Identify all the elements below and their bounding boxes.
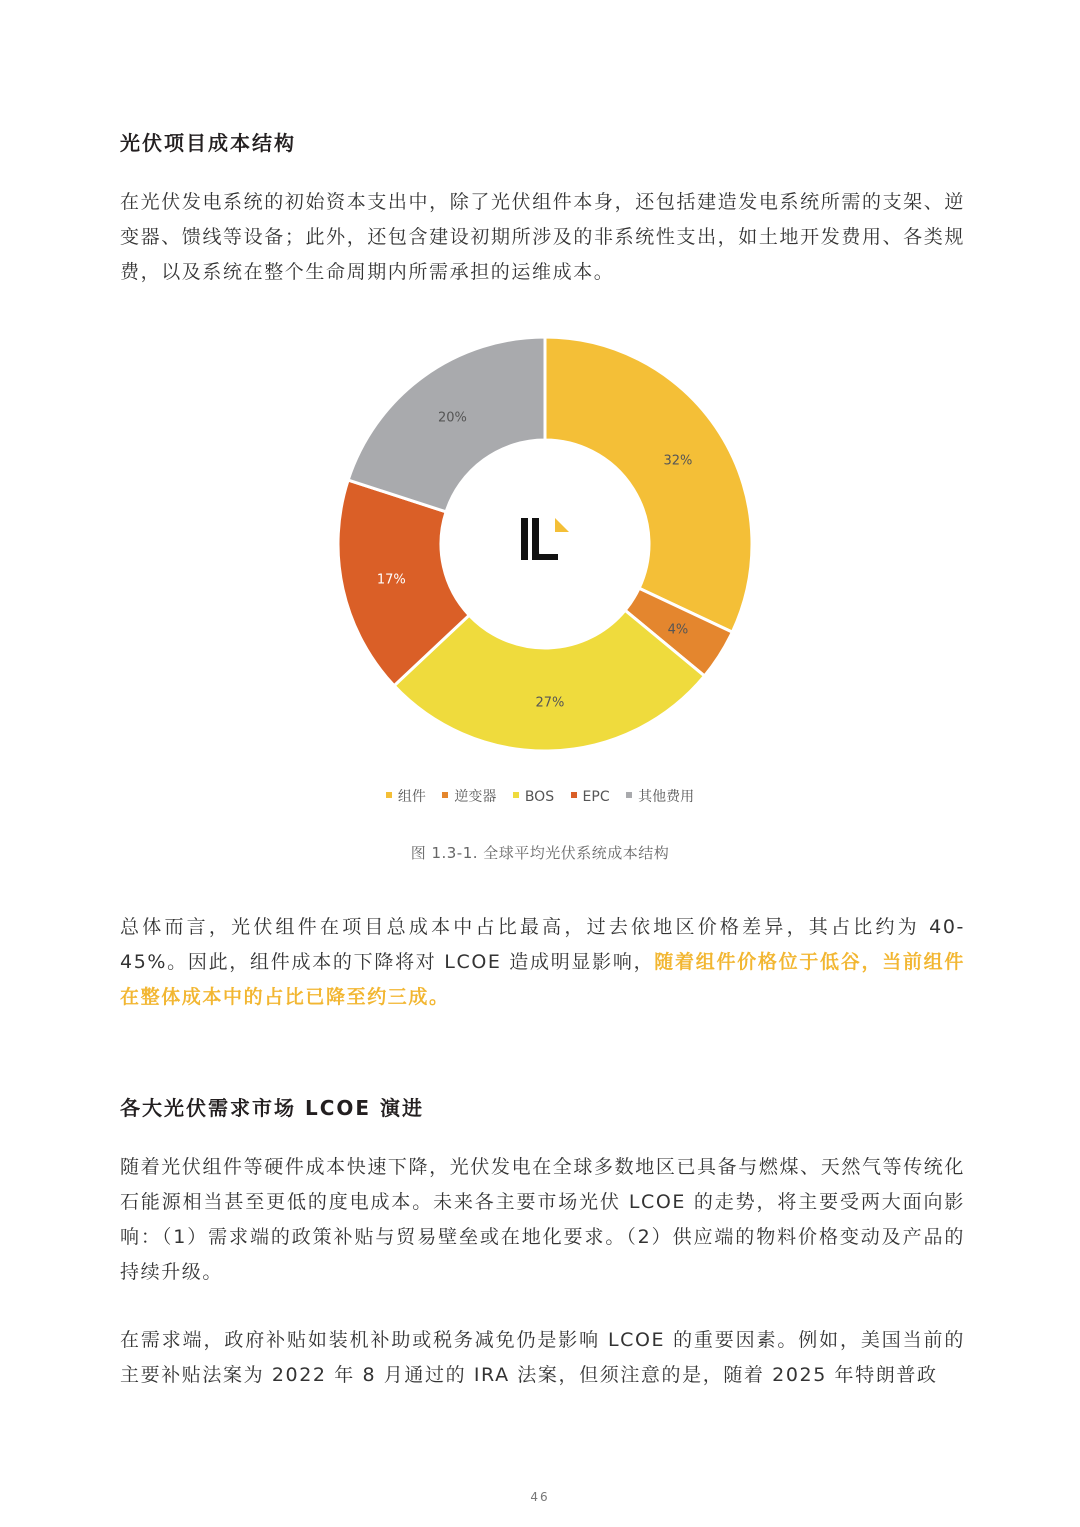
section-heading-lcoe-evolution: 各大光伏需求市场 LCOE 演进 (120, 1096, 425, 1120)
legend-item-other (626, 786, 694, 806)
legend-swatch-icon (626, 792, 632, 798)
legend-item-bos (513, 789, 554, 805)
legend-label: 组件 (397, 789, 426, 805)
legend-item-modules (386, 786, 426, 806)
legend-swatch-icon (513, 792, 519, 798)
slice-value-label: 20% (437, 410, 467, 426)
lcoe-paragraph-1: 随着光伏组件等硬件成本快速下降，光伏发电在全球多数地区已具备与燃煤、天然气等传统化石能源相当甚至更低的度电成本。未来各主要市场光伏 LCOE 的走势，将主要受两大面向影响：（1）需求端的政策补贴与贸易壁垒或在地化要求。（2）供应端的物料价格变动及产品的持续升级。 (120, 1156, 965, 1283)
figure-caption: 图 1.3-1. 全球平均光伏系统成本结构 (410, 844, 670, 862)
cost-structure-donut-chart (330, 330, 760, 760)
slice-value-label: 4% (667, 622, 689, 638)
chart-legend (0, 786, 1080, 806)
page-number: 46 (530, 1490, 550, 1504)
legend-swatch-icon (386, 792, 392, 798)
slice-value-label: 32% (663, 453, 693, 469)
slice-value-label: 17% (376, 572, 406, 588)
legend-label: 逆变器 (454, 789, 497, 805)
legend-label: 其他费用 (638, 789, 695, 805)
legend-swatch-icon (571, 792, 577, 798)
donut-slice-0 (545, 337, 752, 632)
lcoe-paragraph-2: 在需求端，政府补贴如装机补助或税务减免仍是影响 LCOE 的重要因素。例如，美国当前的主要补贴法案为 2022 年 8 月通过的 IRA 法案，但须注意的是，随着 2025 年特朗普政 (120, 1329, 965, 1386)
summary-highlight: 随着组件价格位于低谷，当前组件在整体成本中的占比已降至约三成。 (120, 951, 965, 1008)
slice-value-label: 27% (535, 695, 565, 711)
section-heading-cost-structure: 光伏项目成本结构 (120, 131, 296, 155)
logo-icon (521, 518, 569, 560)
legend-label: BOS (524, 789, 555, 805)
summary-paragraph (120, 910, 965, 1015)
legend-item-epc (571, 789, 610, 805)
summary-text: 总体而言，光伏组件在项目总成本中占比最高，过去依地区价格差异，其占比约为 40-45%。因此，组件成本的下降将对 LCOE 造成明显影响， (120, 916, 965, 973)
intro-paragraph: 在光伏发电系统的初始资本支出中，除了光伏组件本身，还包括建造发电系统所需的支架、逆变器、馈线等设备；此外，还包含建设初期所涉及的非系统性支出，如土地开发费用、各类规费，以及系统在整个生命周期内所需承担的运维成本。 (120, 191, 965, 283)
legend-swatch-icon (442, 792, 448, 798)
legend-label: EPC (582, 789, 610, 805)
legend-item-inverter (442, 786, 496, 806)
donut-slices (338, 337, 752, 751)
